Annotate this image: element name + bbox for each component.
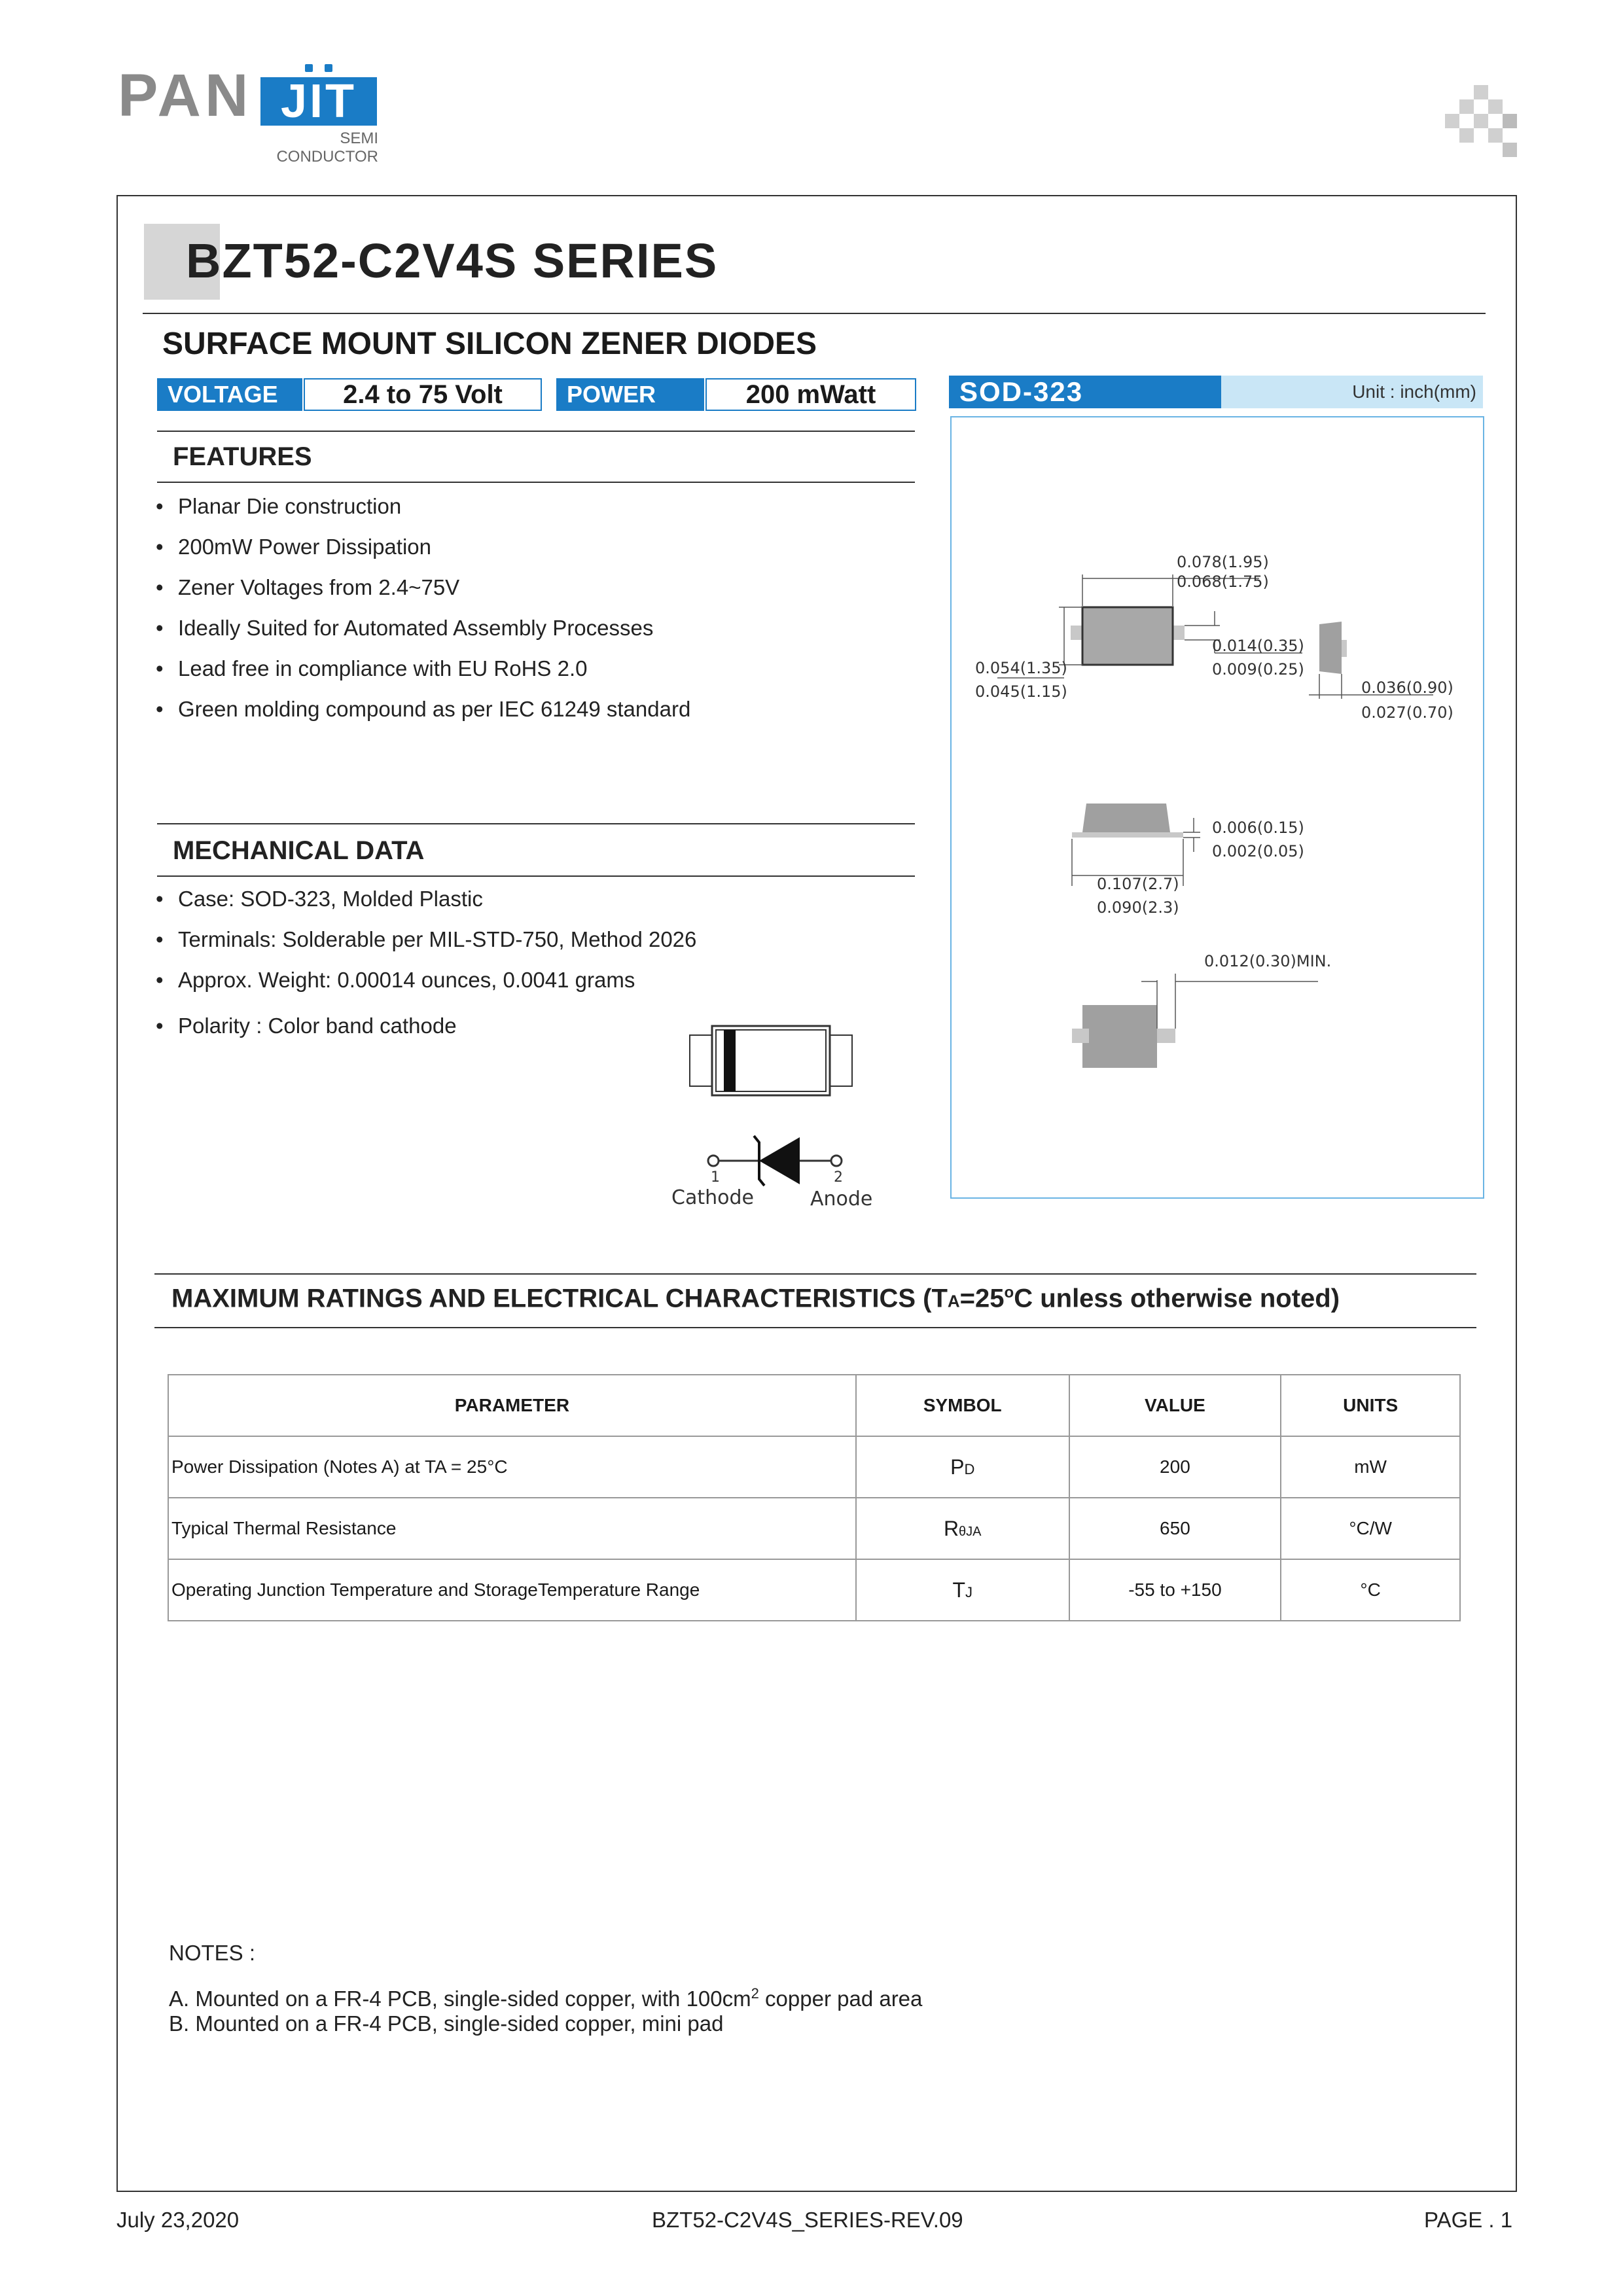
table-header-row [168,1375,1460,1436]
note-a: A. Mounted on a FR-4 PCB, single-sided copper, with $100cm^2$ copper pad area [169,1985,923,2011]
list-item: • Planar Die construction [156,494,402,518]
features-bottom-rule [157,482,915,483]
page-title: BZT52-C2V4S SERIES [186,234,719,288]
notes-heading: NOTES : [169,1941,256,1965]
notes-block [169,1941,922,2036]
col-parameter: PARAMETER [168,1375,856,1436]
ratings-bottom-rule [154,1327,1476,1328]
bottom-view-lead-left [1072,1029,1089,1043]
features-list [156,493,690,737]
dim-length-max: 0.107(2.7) [1097,875,1179,893]
list-item: • Terminals: Solderable per MIL-STD-750, Method 2026 [156,927,697,951]
anode-lead-outline [827,1035,852,1086]
title-divider [143,313,1486,314]
logo-subtitle [259,130,378,166]
dim-width-max: 0.078(1.95) [1177,553,1269,571]
package-name: SOD-323 [949,376,1221,408]
page-subtitle: SURFACE MOUNT SILICON ZENER DIODES [162,327,817,361]
side-view-body [1319,622,1342,674]
list-item: • Polarity : Color band cathode [156,1014,457,1038]
logo-pan: PAN [118,62,253,129]
voltage-value: 2.4 to 75 Volt [304,378,542,411]
list-item: • Green molding compound as per IEC 61249 standard [156,697,691,721]
bottom-view-lead-right [1157,1029,1175,1043]
pin2-label: 2 [834,1169,843,1186]
dim-height-max: 0.054(1.35) [975,659,1067,677]
mechanical-top-rule [157,823,915,824]
logo-dots [305,64,334,73]
list-item: • Lead free in compliance with EU RoHS 2.0 [156,656,588,680]
pin2-terminal-icon [831,1156,842,1166]
note-b: B. Mounted on a FR-4 PCB, single-sided copper, mini pad [169,2011,724,2036]
power-value: 200 mWatt [705,378,916,411]
logo-semi-text: SEMI [340,130,378,147]
cathode-lead-outline [690,1035,715,1086]
voltage-label: VOLTAGE [157,378,302,411]
diode-triangle-icon [759,1137,800,1184]
cathode-band-icon [724,1030,736,1091]
bottom-view-body [1082,1005,1157,1068]
front-view-leads [1072,832,1183,838]
front-view-body [1082,804,1170,832]
package-outline-svg [952,417,1483,1197]
list-item: • Approx. Weight: 0.00014 ounces, 0.0041 grams [156,968,635,992]
package-unit: Unit : inch(mm) [1221,376,1483,408]
footer-doc-id: BZT52-C2V4S_SERIES-REV.09 [652,2208,963,2232]
dim-lead-max: 0.014(0.35) [1212,637,1304,655]
footer-page: PAGE . 1 [1424,2208,1513,2232]
ratings-top-rule [154,1273,1476,1275]
top-view-lead-right [1173,626,1185,640]
mechanical-bottom-rule [157,875,915,877]
col-value: VALUE [1069,1375,1281,1436]
mechanical-heading: MECHANICAL DATA [173,836,425,865]
list-item: • Ideally Suited for Automated Assembly Processes [156,616,654,640]
features-top-rule [157,431,915,432]
dim-height-min: 0.045(1.15) [975,682,1067,701]
table-row: Typical Thermal Resistance RθJA 650 °C/W [168,1498,1460,1559]
ratings-table [168,1374,1461,1621]
col-units: UNITS [1281,1375,1460,1436]
power-label: POWER [556,378,704,411]
dim-side-min: 0.027(0.70) [1361,703,1454,722]
list-item: • Case: SOD-323, Molded Plastic [156,887,483,911]
side-view-lead [1342,640,1347,657]
dim-width-min: 0.068(1.75) [1177,573,1269,591]
features-heading: FEATURES [173,442,312,471]
table-row: Power Dissipation (Notes A) at TA = 25°C PD 200 mW [168,1436,1460,1498]
logo-conductor-text: CONDUCTOR [276,148,378,166]
dim-standoff-max: 0.006(0.15) [1212,819,1304,837]
dim-lead-min: 0.009(0.25) [1212,660,1304,679]
col-symbol: SYMBOL [856,1375,1069,1436]
anode-label: Anode [810,1188,873,1210]
cathode-label: Cathode [671,1186,754,1209]
footer-date: July 23,2020 [116,2208,240,2232]
top-view-lead-left [1071,626,1082,640]
ratings-heading: MAXIMUM RATINGS AND ELECTRICAL CHARACTERISTICS ($TA=25^oC$ unless otherwise noted) [171,1284,1340,1313]
dim-side-max: 0.036(0.90) [1361,679,1454,697]
polarity-diagram [671,1021,877,1217]
dim-pad-min: 0.012(0.30)MIN. [1204,952,1332,970]
mechanical-list [156,886,696,1053]
top-view-body [1082,607,1173,665]
dim-standoff-min: 0.002(0.05) [1212,842,1304,860]
logo-jit: JIT [260,77,377,126]
pin1-label: 1 [711,1169,720,1186]
pin1-terminal-icon [708,1156,719,1166]
dim-length-min: 0.090(2.3) [1097,898,1179,917]
list-item: • Zener Voltages from 2.4~75V [156,575,460,599]
table-row: Operating Junction Temperature and StorageTemperature Range TJ -55 to +150 °C [168,1559,1460,1621]
decorative-checker-icon [1445,85,1517,157]
list-item: • 200mW Power Dissipation [156,535,431,559]
